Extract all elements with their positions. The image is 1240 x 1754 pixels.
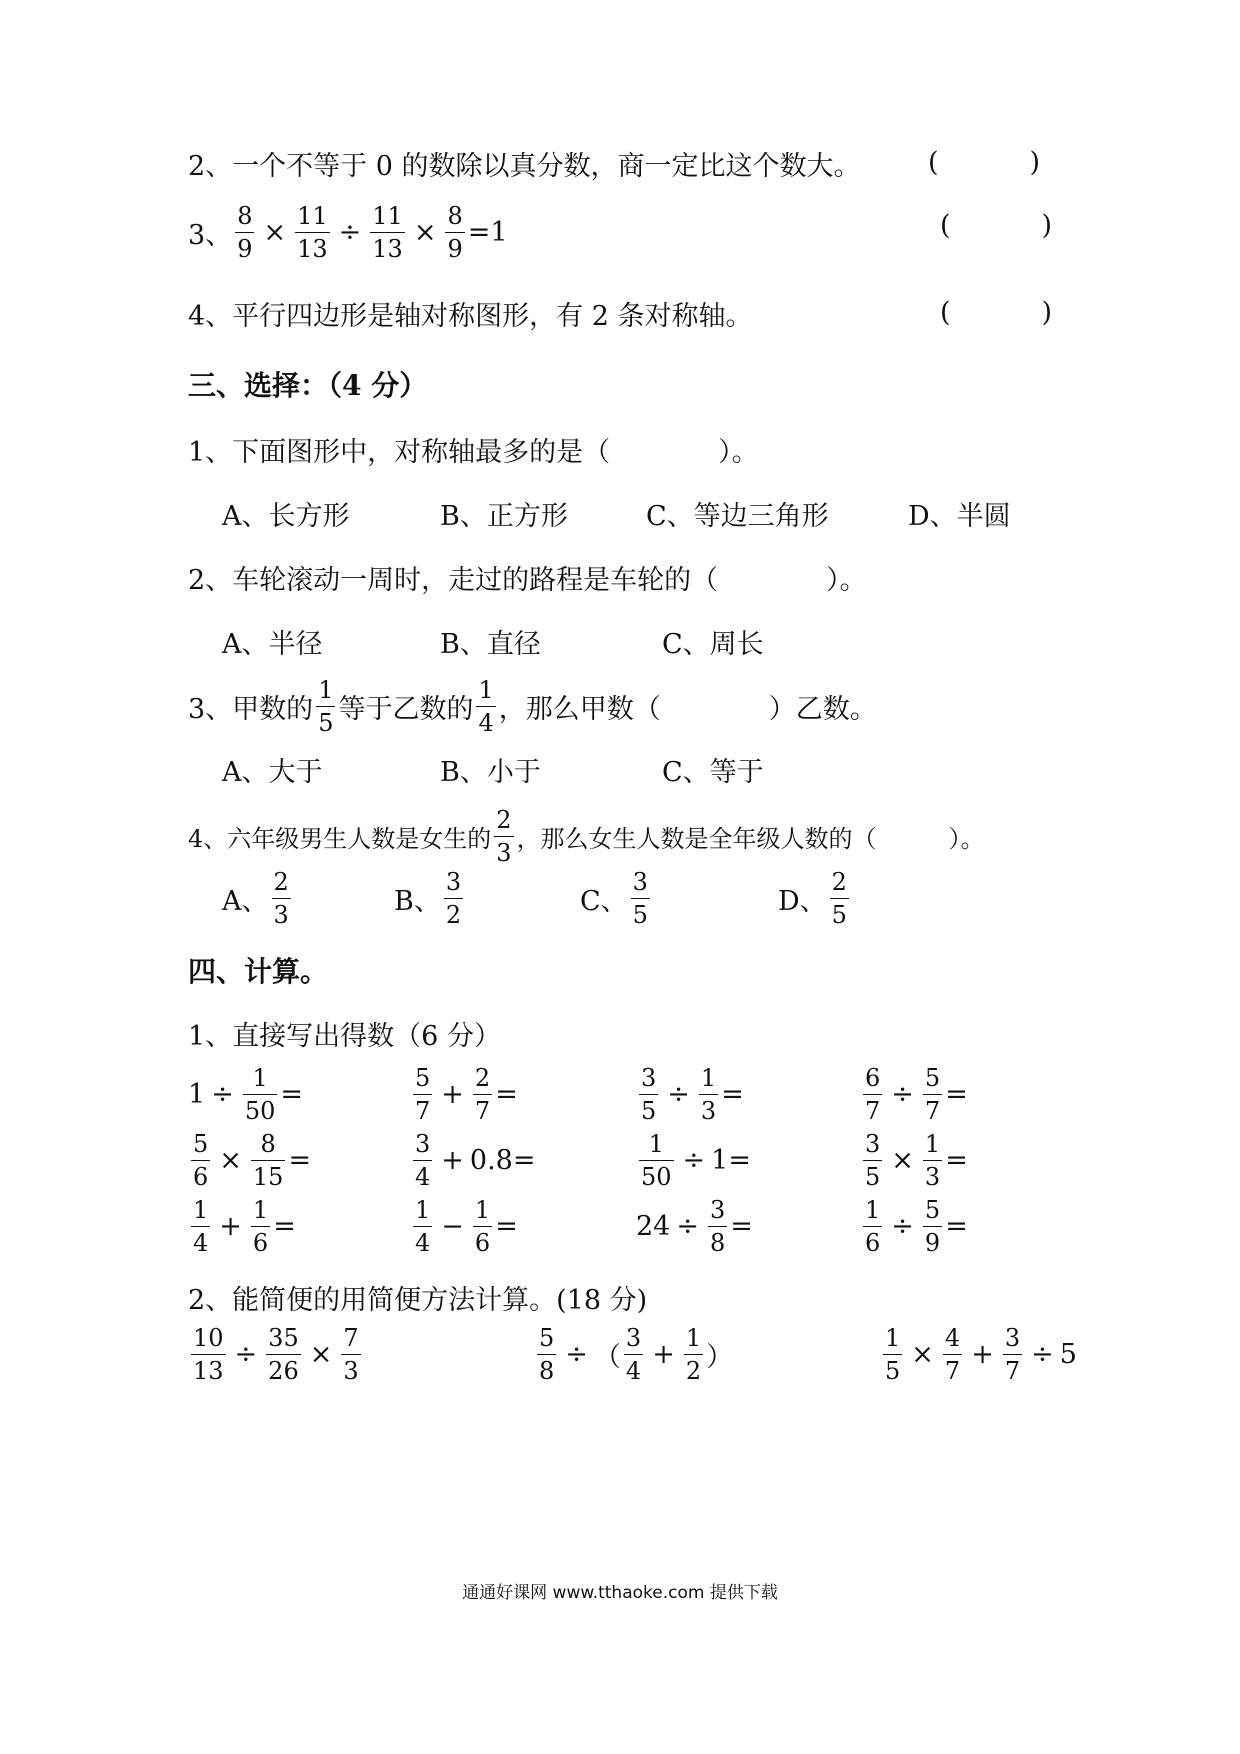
calc-subsection-1: 1、直接写出得数（6 分） (188, 1021, 501, 1052)
option-c[interactable]: C、等边三角形 (646, 501, 829, 532)
simplify-row (188, 1326, 1100, 1396)
option-d[interactable]: D、半圆 (908, 501, 1011, 532)
option-c[interactable]: C、等于 (662, 757, 764, 788)
fraction: $\frac{8}{9}$ (237, 202, 253, 263)
calc-row-1 (188, 1066, 1100, 1128)
fraction: $\frac{1}{4}$ (478, 676, 494, 737)
fraction: $\frac{3}{5}$ (632, 868, 648, 929)
option-a[interactable]: A、 $\frac{2}{3}$ (222, 868, 289, 929)
calc-item: $\frac{3}{5}$ × $\frac{1}{3}$ = (865, 1130, 968, 1191)
fraction: $\frac{2}{5}$ (831, 868, 847, 929)
judge-question-4-text: 4、平行四边形是轴对称图形，有 2 条对称轴。 (188, 301, 753, 332)
calc-row-2 (188, 1132, 1100, 1194)
calc-item: $\frac{5}{7}$ + $\frac{2}{7}$ = (415, 1064, 518, 1125)
calc-item: $\frac{1}{4}$ − $\frac{1}{6}$ = (415, 1196, 518, 1257)
fraction: $\frac{2}{3}$ (496, 806, 512, 867)
calc-item: $\frac{1}{50}$ ÷ 1= (641, 1130, 751, 1191)
choice-question-3: 3、甲数的 $\frac{1}{5}$ 等于乙数的 $\frac{1}{4}$ ，那么甲数（ ）乙数。 (188, 676, 877, 737)
fraction: $\frac{11}{13}$ (372, 202, 403, 263)
calc-item: $\frac{3}{4}$ + 0.8= (415, 1130, 536, 1191)
calc-item: $\frac{3}{5}$ ÷ $\frac{1}{3}$ = (641, 1064, 744, 1125)
option-b[interactable]: B、直径 (440, 629, 541, 660)
option-a[interactable]: A、半径 (222, 629, 323, 660)
calc-subsection-2: 2、能简便的用简便方法计算。(18 分) (188, 1285, 648, 1316)
footer-credit: 通通好课网 www.tthaoke.com 提供下载 (462, 1583, 778, 1603)
calc-item: $\frac{1}{6}$ ÷ $\frac{5}{9}$ = (865, 1196, 968, 1257)
simplify-item: $\frac{10}{13}$ ÷ $\frac{35}{26}$ × $\frac{7}{3}$ (193, 1324, 359, 1385)
section-4-title: 四、计算。 (188, 955, 329, 988)
calc-row-3 (188, 1198, 1100, 1260)
fraction: $\frac{8}{9}$ (447, 202, 463, 263)
judge-answer-bracket-2[interactable]: ( ) (928, 147, 1040, 178)
judge-answer-bracket-3[interactable]: ( ) (940, 210, 1052, 241)
option-b[interactable]: B、 $\frac{3}{2}$ (394, 868, 462, 929)
section-3-title: 三、选择：（4 分） (188, 369, 428, 402)
simplify-item: $\frac{1}{5}$ × $\frac{4}{7}$ + $\frac{3}{7}$ ÷ 5 (885, 1324, 1077, 1385)
calc-item: $\frac{5}{6}$ × $\frac{8}{15}$ = (193, 1130, 312, 1191)
judge-answer-bracket-4[interactable]: ( ) (940, 297, 1052, 328)
fraction: $\frac{3}{2}$ (445, 868, 462, 929)
option-a[interactable]: A、大于 (222, 757, 323, 788)
option-b[interactable]: B、正方形 (440, 501, 568, 532)
option-c[interactable]: C、 $\frac{3}{5}$ (580, 868, 648, 929)
choice-question-2: 2、车轮滚动一周时，走过的路程是车轮的（ ）。 (188, 565, 867, 596)
fraction: $\frac{11}{13}$ (297, 202, 328, 263)
choice-question-1: 1、下面图形中，对称轴最多的是（ ）。 (188, 437, 759, 468)
option-c[interactable]: C、周长 (662, 629, 764, 660)
choice-question-4: 4、六年级男生人数是女生的 $\frac{2}{3}$ ，那么女生人数是全年级人数的（ ）。 (188, 806, 985, 867)
calc-item: 1 ÷ $\frac{1}{50}$ = (188, 1064, 303, 1125)
option-a[interactable]: A、长方形 (222, 501, 350, 532)
option-d[interactable]: D、 $\frac{2}{5}$ (778, 868, 847, 929)
simplify-item: $\frac{5}{8}$ ÷ （ $\frac{3}{4}$ + $\frac{1}{2}$ ） (539, 1324, 734, 1385)
calc-item: 24 ÷ $\frac{3}{8}$ = (636, 1196, 753, 1257)
fraction: $\frac{1}{5}$ (318, 676, 334, 737)
calc-item: $\frac{6}{7}$ ÷ $\frac{5}{7}$ = (865, 1064, 968, 1125)
judge-question-3: 3、 $\frac{8}{9}$ × $\frac{11}{13}$ ÷ $\frac{11}{13}$ × $\frac{8}{9}$ =1 (188, 202, 508, 263)
judge-question-2-text: 2、一个不等于 0 的数除以真分数，商一定比这个数大。 (188, 151, 861, 182)
fraction: $\frac{2}{3}$ (273, 868, 289, 929)
option-b[interactable]: B、小于 (440, 757, 541, 788)
calc-item: $\frac{1}{4}$ + $\frac{1}{6}$ = (193, 1196, 296, 1257)
